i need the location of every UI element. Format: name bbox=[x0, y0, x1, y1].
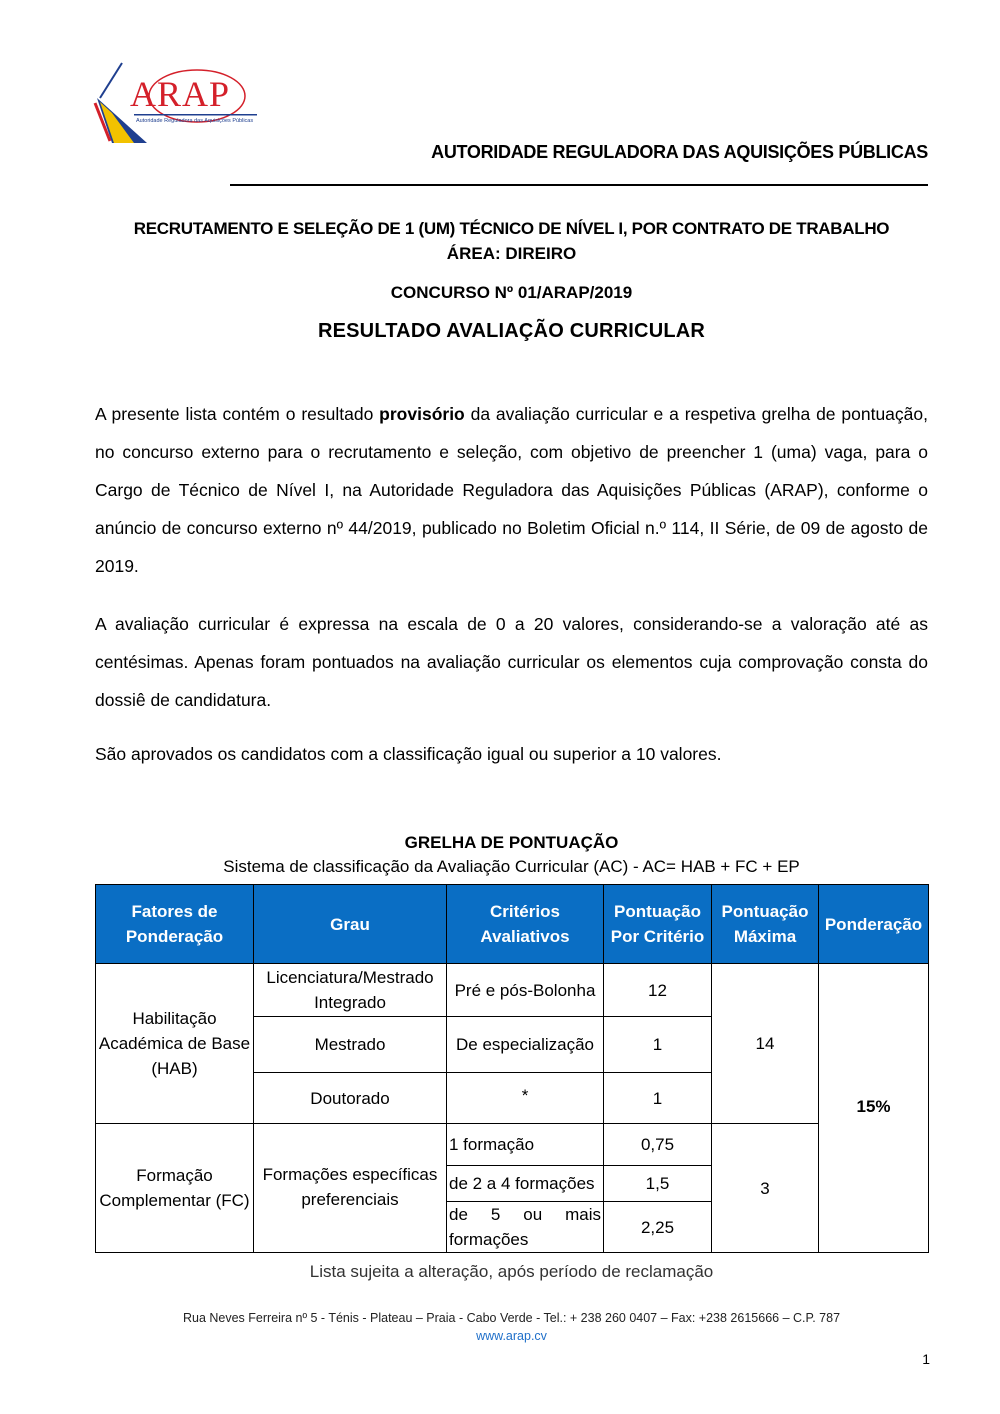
weighting-cell: 15% bbox=[819, 964, 929, 1253]
hab-max-score-cell: 14 bbox=[712, 964, 819, 1124]
score-cell: 1 bbox=[604, 1017, 712, 1073]
criteria-cell: de 2 a 4 formações bbox=[447, 1166, 604, 1202]
score-cell: 0,75 bbox=[604, 1124, 712, 1166]
arap-logo-graphic bbox=[92, 58, 262, 148]
header-max-score: Pontuação Máxima bbox=[712, 885, 819, 964]
intro-text-end: da avaliação curricular e a respetiva grelha de pontuação, no concurso externo para o recrutamento e seleção, com objetivo de preencher 1 (uma) vaga, para o Cargo de Técnico de Nível I, na Autoridade Reguladora das Aquisições Públicas (ARAP), conforme o anúncio de concurso externo nº 44/2019, publicado no Boletim Oficial n.º 114, II Série, de 09 de agosto de 2019. bbox=[95, 404, 928, 576]
fc-max-score-cell: 3 bbox=[712, 1124, 819, 1253]
grade-cell: Mestrado bbox=[254, 1017, 447, 1073]
logo-wordmark: ARAP bbox=[130, 74, 231, 114]
hab-factor-cell: Habilitação Académica de Base (HAB) bbox=[96, 964, 254, 1124]
scoring-grid-table bbox=[95, 884, 929, 1253]
grid-subtitle: Sistema de classificação da Avaliação Curricular (AC) - AC= HAB + FC + EP bbox=[223, 857, 800, 876]
score-cell: 1 bbox=[604, 1073, 712, 1124]
provisional-emphasis: provisório bbox=[379, 404, 465, 424]
organization-title: AUTORIDADE REGULADORA DAS AQUISIÇÕES PÚBLICAS bbox=[431, 142, 928, 162]
table-row bbox=[96, 1124, 929, 1166]
criteria-cell: de 5 ou mais formações bbox=[447, 1202, 604, 1253]
scale-paragraph: A avaliação curricular é expressa na escala de 0 a 20 valores, considerando-se a valoração até as centésimas. Apenas foram pontuados na avaliação curricular os elementos cuja comprovação consta do dossiê de candidatura. bbox=[95, 614, 928, 710]
intro-paragraph bbox=[95, 395, 928, 585]
footer-address: Rua Neves Ferreira nº 5 - Ténis - Plateau – Praia - Cabo Verde - Tel.: + 238 260 0407 – Fax: +238 2615666 – C.P. 787 bbox=[182, 1311, 841, 1325]
table-row bbox=[96, 964, 929, 1017]
criteria-cell: * bbox=[447, 1073, 604, 1124]
score-cell: 2,25 bbox=[604, 1202, 712, 1253]
area-heading: ÁREA: DIREIRO bbox=[446, 244, 577, 263]
criteria-cell: Pré e pós-Bolonha bbox=[447, 964, 604, 1017]
arap-logo bbox=[92, 58, 262, 148]
header-factors: Fatores de Ponderação bbox=[96, 885, 254, 964]
score-cell: 12 bbox=[604, 964, 712, 1017]
header-score-per-criterion: Pontuação Por Critério bbox=[604, 885, 712, 964]
footer-website-link[interactable]: www.arap.cv bbox=[476, 1329, 547, 1343]
logo-tagline: Autoridade Reguladora das Aquisições Públicas bbox=[136, 118, 254, 124]
result-heading: RESULTADO AVALIAÇÃO CURRICULAR bbox=[317, 320, 706, 342]
criteria-cell: De especialização bbox=[447, 1017, 604, 1073]
criteria-cell: 1 formação bbox=[447, 1124, 604, 1166]
header-criteria: Critérios Avaliativos bbox=[447, 885, 604, 964]
grid-title: GRELHA DE PONTUAÇÃO bbox=[404, 833, 619, 852]
header-divider bbox=[230, 184, 928, 186]
score-cell: 1,5 bbox=[604, 1166, 712, 1202]
table-header-row bbox=[96, 885, 929, 964]
grade-cell: Licenciatura/Mestrado Integrado bbox=[254, 964, 447, 1017]
disclaimer-note: Lista sujeita a alteração, após período de reclamação bbox=[309, 1262, 714, 1281]
fc-grade-cell: Formações específicas preferenciais bbox=[254, 1124, 447, 1253]
recruitment-heading: RECRUTAMENTO E SELEÇÃO DE 1 (UM) TÉCNICO DE NÍVEL I, POR CONTRATO DE TRABALHO bbox=[133, 219, 890, 238]
approval-paragraph: São aprovados os candidatos com a classificação igual ou superior a 10 valores. bbox=[95, 744, 722, 764]
contest-number-heading: CONCURSO Nº 01/ARAP/2019 bbox=[390, 283, 633, 302]
grade-cell: Doutorado bbox=[254, 1073, 447, 1124]
header-grade: Grau bbox=[254, 885, 447, 964]
header-weighting: Ponderação bbox=[819, 885, 929, 964]
fc-factor-cell: Formação Complementar (FC) bbox=[96, 1124, 254, 1253]
intro-text-start: A presente lista contém o resultado bbox=[95, 404, 380, 424]
page-number: 1 bbox=[922, 1351, 930, 1367]
